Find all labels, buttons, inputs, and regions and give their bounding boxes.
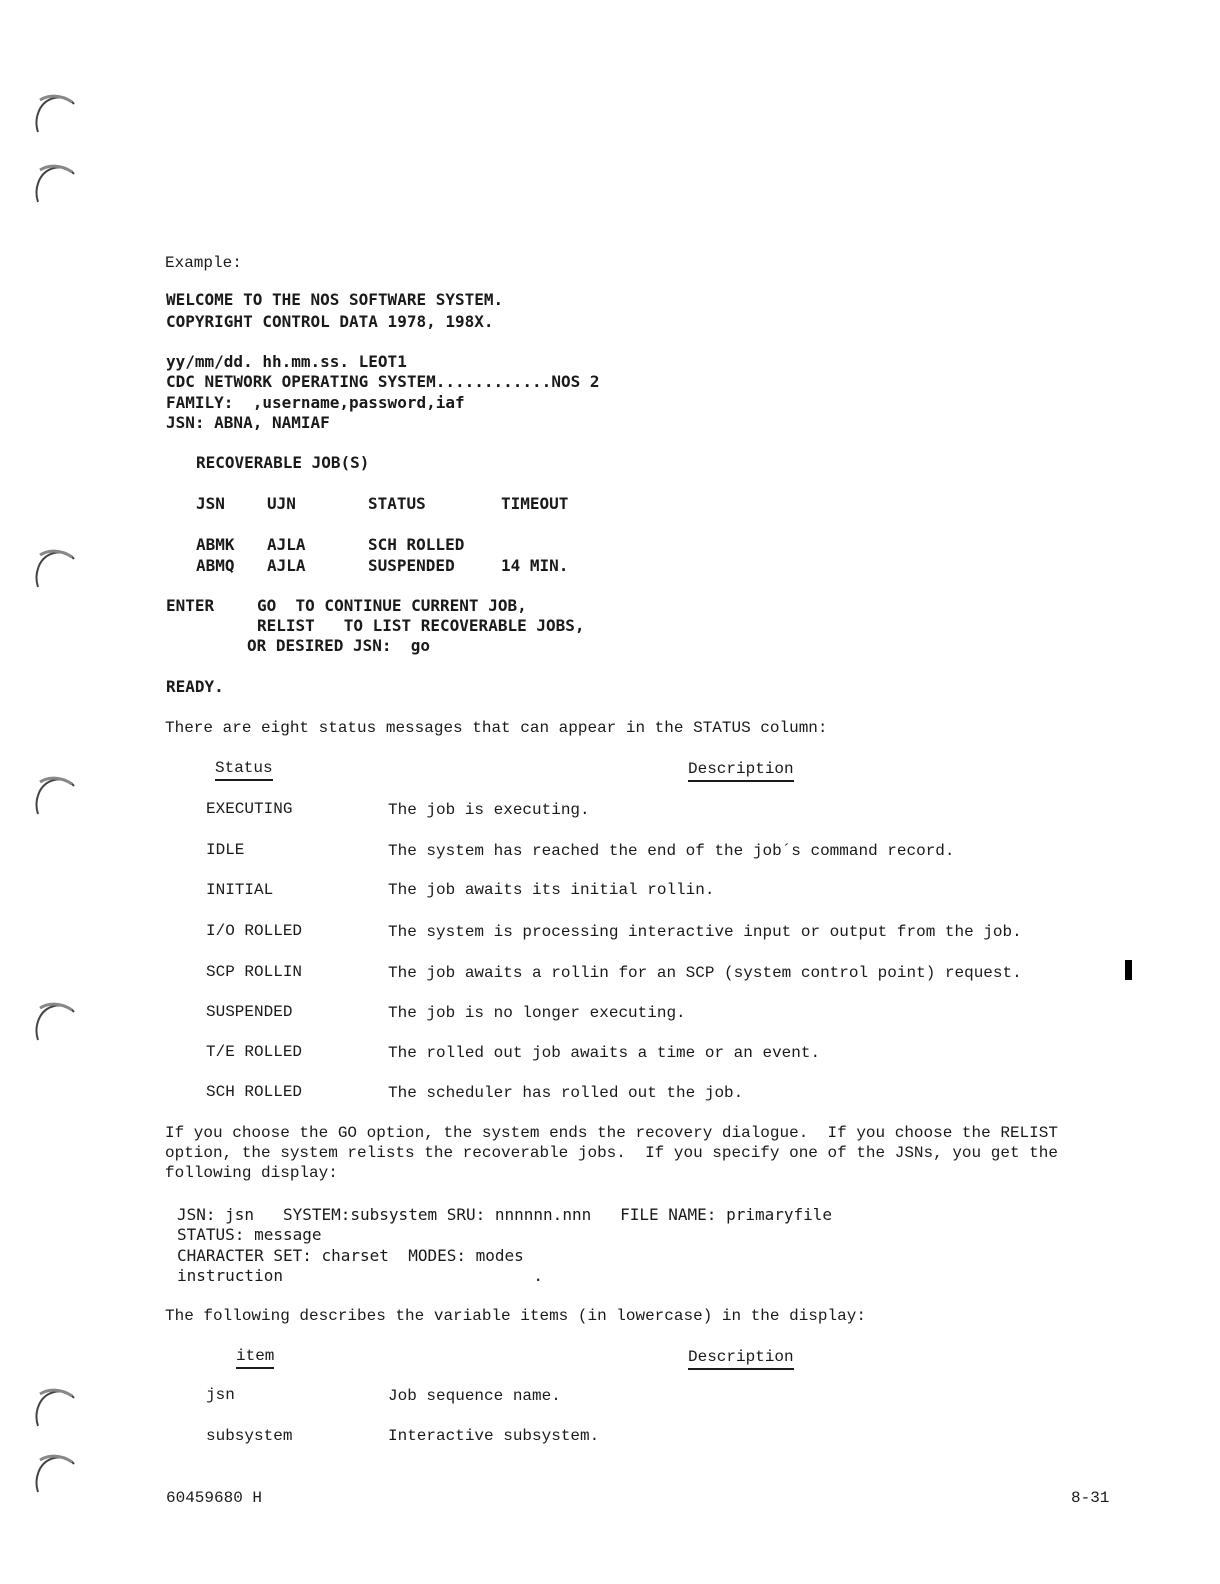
- job-ujn: AJLA: [267, 556, 306, 575]
- terminal-jsn-line: JSN: ABNA, NAMIAF: [166, 413, 330, 432]
- col-timeout: TIMEOUT: [501, 494, 569, 513]
- status-desc: The job awaits its initial rollin.: [388, 881, 715, 899]
- status-name: T/E ROLLED: [206, 1043, 303, 1061]
- job-jsn: ABMQ: [196, 556, 235, 575]
- item-desc: Job sequence name.: [388, 1387, 561, 1405]
- col-ujn: UJN: [267, 494, 296, 513]
- status-desc: The rolled out job awaits a time or an event.: [388, 1044, 821, 1062]
- status-desc: The job is no longer executing.: [388, 1004, 686, 1022]
- status-name: IDLE: [206, 841, 245, 859]
- binder-hole-icon: [30, 545, 76, 591]
- job-ujn: AJLA: [267, 535, 306, 554]
- status-name: SCP ROLLIN: [206, 963, 303, 981]
- ready-prompt: READY.: [166, 677, 224, 696]
- paragraph-line: following display:: [165, 1164, 338, 1182]
- change-bar: [1125, 960, 1132, 980]
- display-line: CHARACTER SET: charset MODES: modes: [177, 1246, 524, 1265]
- binder-hole-icon: [30, 90, 76, 136]
- terminal-system-line: CDC NETWORK OPERATING SYSTEM............NOS 2: [166, 372, 600, 391]
- page-number: 8-31: [1071, 1489, 1110, 1507]
- binder-hole-icon: [30, 998, 76, 1044]
- item-name: jsn: [206, 1386, 235, 1404]
- binder-hole-icon: [30, 1450, 76, 1496]
- relist-option: RELIST TO LIST RECOVERABLE JOBS,: [257, 616, 585, 635]
- item-col-header: item: [236, 1346, 274, 1369]
- status-name: I/O ROLLED: [206, 922, 303, 940]
- binder-hole-icon: [30, 160, 76, 206]
- status-desc: The job is executing.: [388, 801, 590, 819]
- example-label: Example:: [165, 254, 242, 272]
- status-desc: The system has reached the end of the job´s command record.: [388, 842, 955, 860]
- job-jsn: ABMK: [196, 535, 235, 554]
- terminal-copyright: COPYRIGHT CONTROL DATA 1978, 198X.: [166, 312, 494, 331]
- paragraph-line: If you choose the GO option, the system ends the recovery dialogue. If you choose the RELIST: [165, 1124, 1058, 1142]
- status-desc: The scheduler has rolled out the job.: [388, 1084, 744, 1102]
- enter-label: ENTER: [166, 596, 215, 615]
- status-name: INITIAL: [206, 881, 274, 899]
- item-description-col-header: Description: [688, 1347, 794, 1370]
- display-line: JSN: jsn SYSTEM:subsystem SRU: nnnnnn.nnn FILE NAME: primaryfile: [177, 1205, 833, 1224]
- status-col-header: Status: [215, 758, 273, 781]
- status-name: EXECUTING: [206, 800, 293, 818]
- display-line: STATUS: message: [177, 1225, 322, 1244]
- status-desc: The job awaits a rollin for an SCP (system control point) request.: [388, 964, 1022, 982]
- status-name: SCH ROLLED: [206, 1083, 303, 1101]
- terminal-family-line: FAMILY: ,username,password,iaf: [166, 393, 465, 412]
- status-intro: There are eight status messages that can appear in the STATUS column:: [165, 719, 828, 737]
- status-desc: The system is processing interactive input or output from the job.: [388, 923, 1022, 941]
- terminal-welcome: WELCOME TO THE NOS SOFTWARE SYSTEM.: [166, 290, 504, 309]
- display-line: instruction .: [177, 1266, 544, 1285]
- items-intro: The following describes the variable items (in lowercase) in the display:: [165, 1307, 866, 1325]
- document-number: 60459680 H: [166, 1489, 263, 1507]
- item-name: subsystem: [206, 1427, 293, 1445]
- binder-hole-icon: [30, 772, 76, 818]
- col-status: STATUS: [368, 494, 426, 513]
- paragraph-line: option, the system relists the recoverable jobs. If you specify one of the JSNs, you get the: [165, 1144, 1058, 1162]
- go-option: GO TO CONTINUE CURRENT JOB,: [257, 596, 527, 615]
- terminal-date-line: yy/mm/dd. hh.mm.ss. LEOT1: [166, 352, 407, 371]
- job-status: SCH ROLLED: [368, 535, 465, 554]
- col-jsn: JSN: [196, 494, 225, 513]
- job-status: SUSPENDED: [368, 556, 455, 575]
- job-timeout: 14 MIN.: [501, 556, 569, 575]
- desired-jsn-prompt: OR DESIRED JSN: go: [247, 636, 431, 655]
- item-desc: Interactive subsystem.: [388, 1427, 600, 1445]
- recoverable-heading: RECOVERABLE JOB(S): [196, 453, 370, 472]
- status-name: SUSPENDED: [206, 1003, 293, 1021]
- description-col-header: Description: [688, 759, 794, 782]
- binder-hole-icon: [30, 1384, 76, 1430]
